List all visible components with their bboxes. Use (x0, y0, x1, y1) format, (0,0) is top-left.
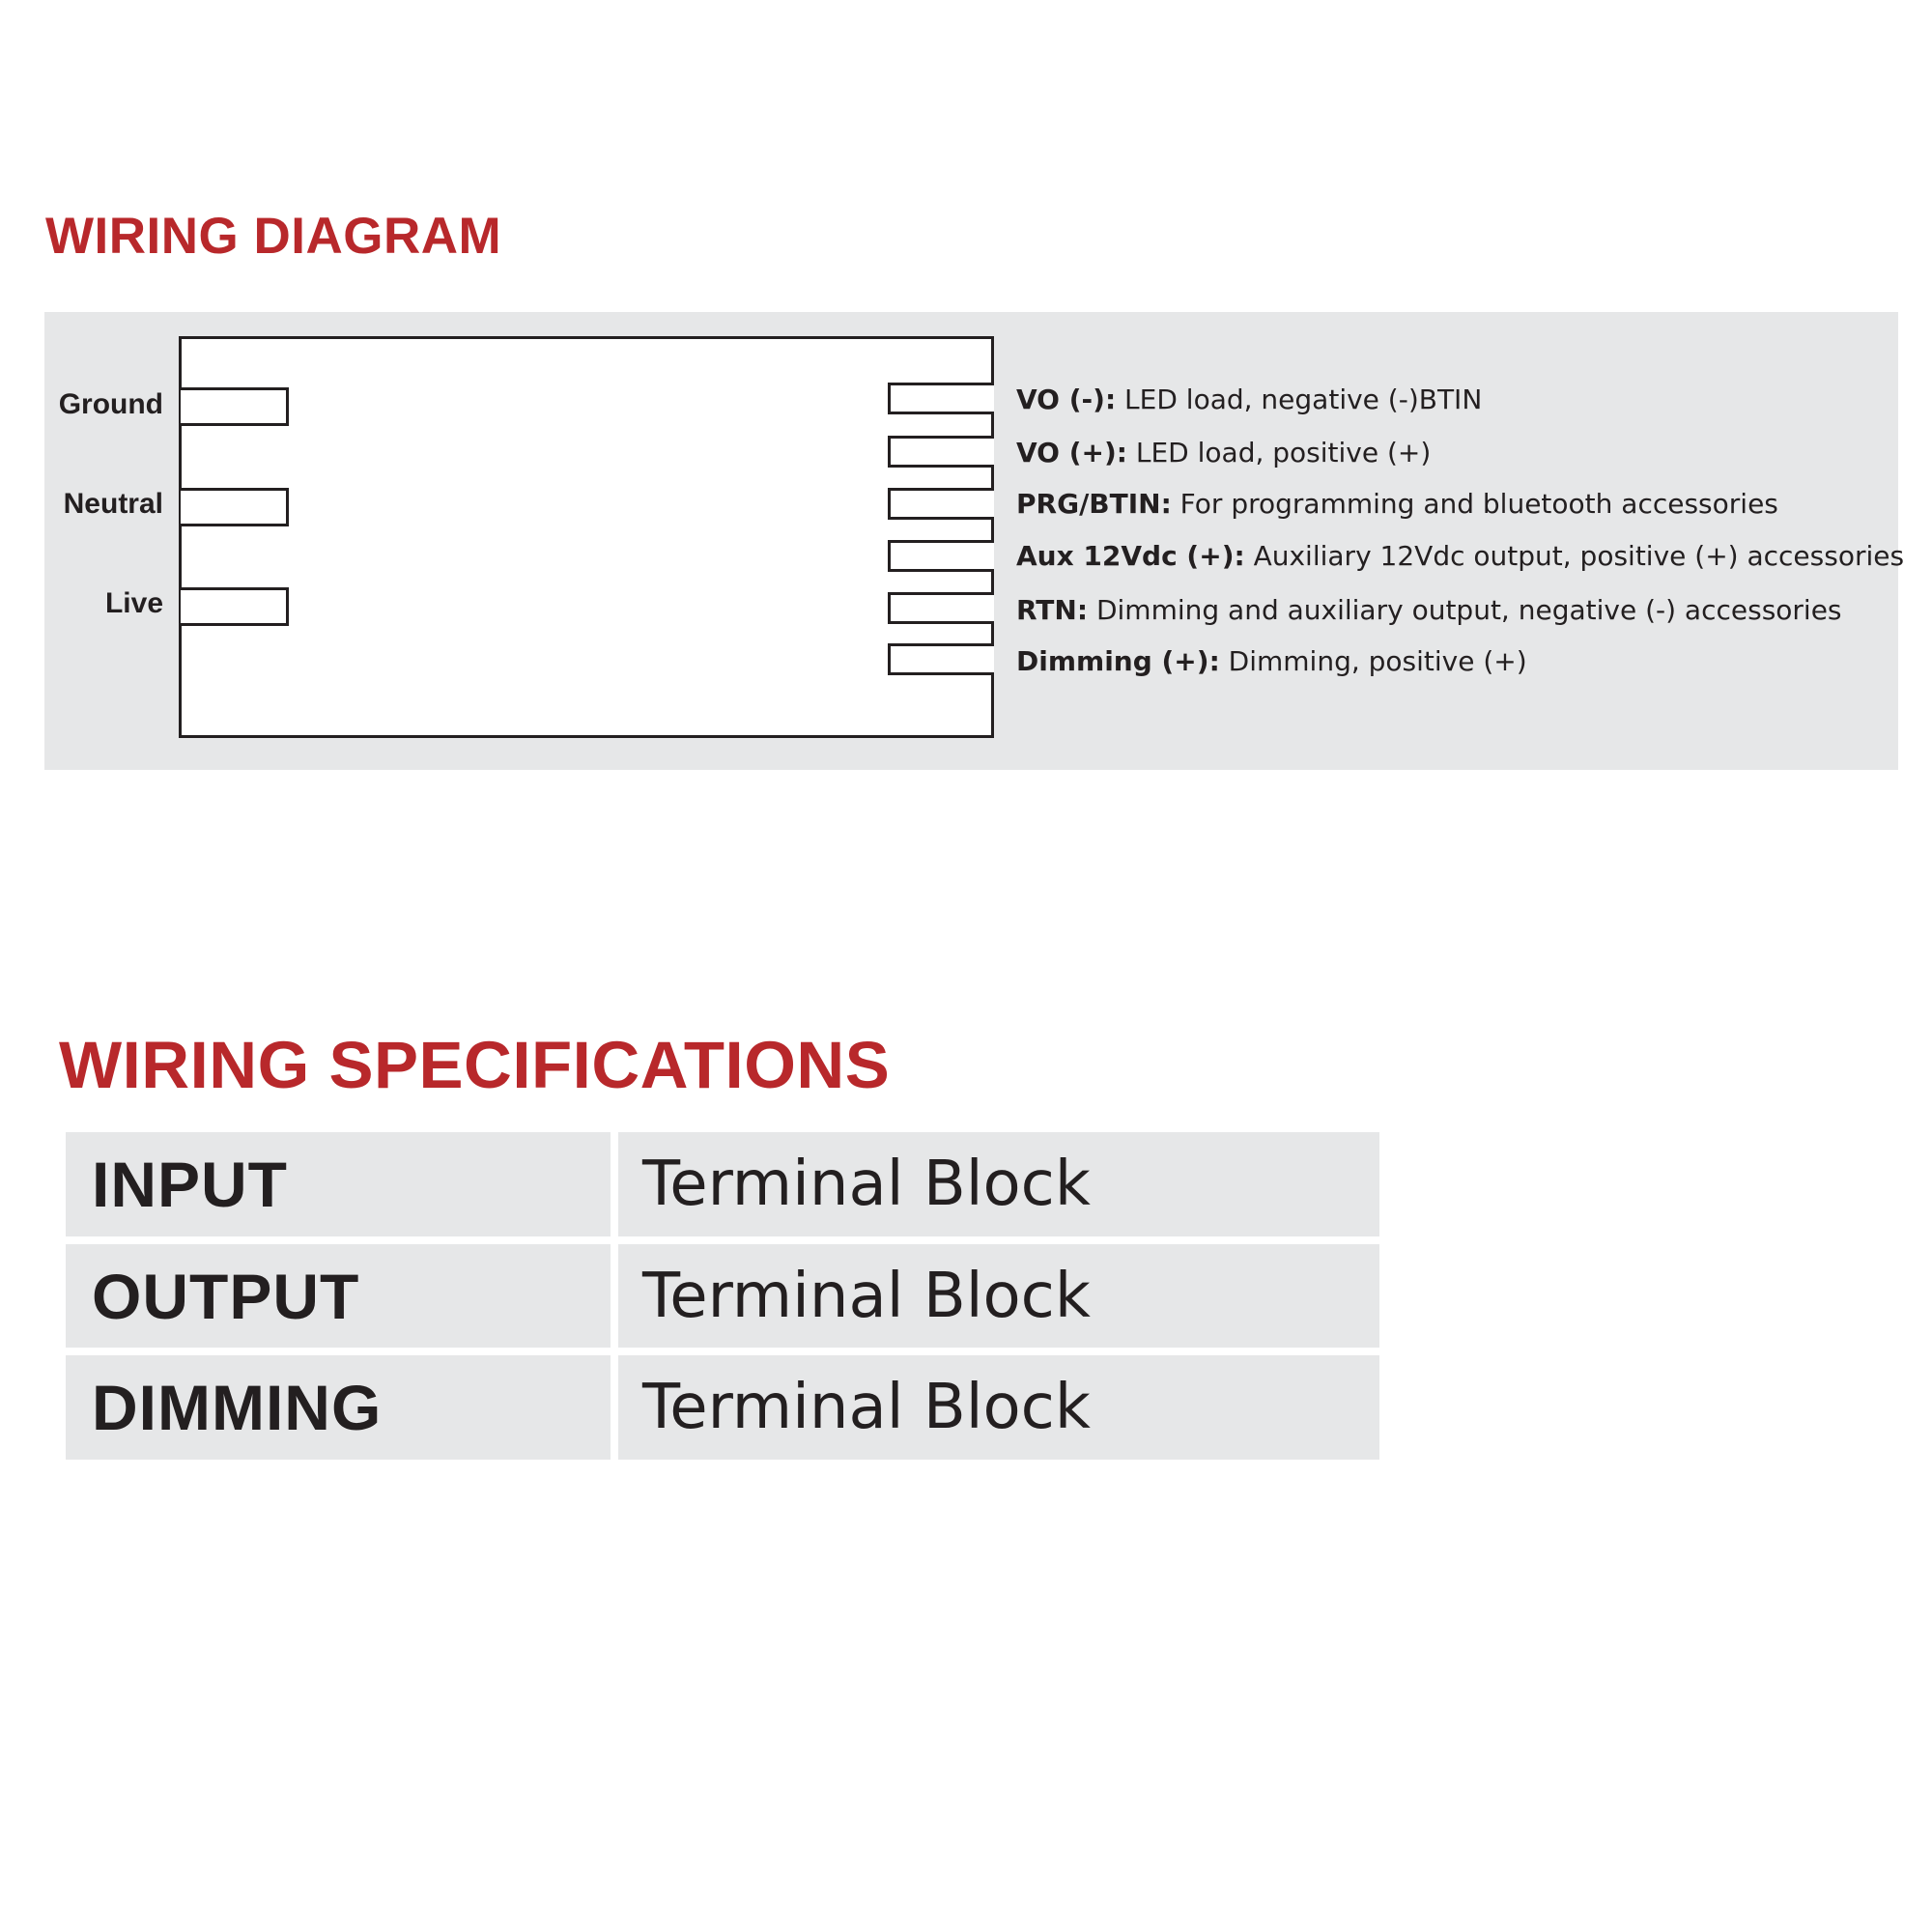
vo-negative-terminal (888, 383, 994, 414)
neutral-terminal (181, 488, 289, 526)
spec-value-dimming: Terminal Block (618, 1355, 1379, 1460)
output-pin-label: VO (+): (1016, 437, 1127, 469)
vo-positive-terminal (888, 436, 994, 468)
output-desc-dimming (1016, 645, 1527, 677)
input-label-live: Live (104, 587, 163, 619)
live-terminal (181, 587, 289, 626)
output-pin-label: PRG/BTIN: (1016, 488, 1172, 520)
input-label-neutral: Neutral (63, 488, 163, 520)
output-desc-vo-negative (1016, 384, 1482, 415)
spec-value-output: Terminal Block (618, 1244, 1379, 1348)
spec-key-input: INPUT (66, 1132, 611, 1236)
output-pin-description: LED load, positive (+) (1126, 437, 1432, 469)
output-desc-vo-positive (1016, 437, 1431, 469)
input-label-ground: Ground (58, 388, 163, 420)
output-pin-description: LED load, negative (-)BTIN (1116, 384, 1483, 415)
spec-value-input: Terminal Block (618, 1132, 1379, 1236)
output-pin-description: Auxiliary 12Vdc output, positive (+) accessories (1244, 540, 1905, 572)
rtn-terminal (888, 592, 994, 624)
output-pin-label: Dimming (+): (1016, 645, 1220, 677)
wiring-diagram-title: WIRING DIAGRAM (45, 208, 502, 265)
output-pin-description: Dimming and auxiliary output, negative (-) accessories (1088, 594, 1842, 626)
spec-key-dimming: DIMMING (66, 1355, 611, 1460)
output-pin-label: Aux 12Vdc (+): (1016, 540, 1245, 572)
output-pin-description: Dimming, positive (+) (1219, 645, 1527, 677)
output-desc-prg-btin (1016, 488, 1778, 520)
wiring-specifications-title: WIRING SPECIFICATIONS (59, 1028, 891, 1102)
output-desc-rtn (1016, 594, 1842, 626)
spec-key-output: OUTPUT (66, 1244, 611, 1348)
driver-device-box (179, 336, 994, 738)
output-desc-aux-12vdc (1016, 540, 1904, 572)
output-pin-description: For programming and bluetooth accessories (1171, 488, 1778, 520)
aux-12vdc-terminal (888, 540, 994, 572)
dimming-positive-terminal (888, 643, 994, 675)
output-pin-label: RTN: (1016, 594, 1089, 626)
prg-btin-terminal (888, 488, 994, 520)
ground-terminal (181, 387, 289, 426)
output-pin-label: VO (-): (1016, 384, 1117, 415)
